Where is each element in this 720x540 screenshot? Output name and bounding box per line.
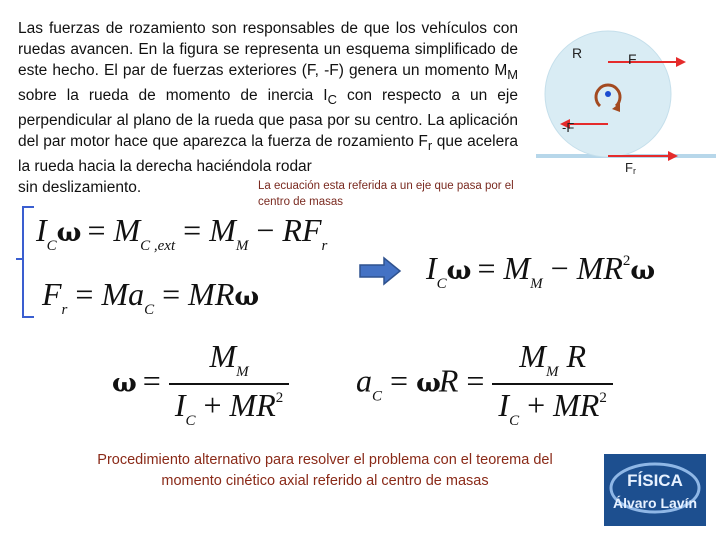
axis-note: La ecuación esta referida a un eje que pasa por el centro de masas	[258, 180, 514, 208]
intro-text-3: con respecto a un eje perpendicular al plano de la rueda que pasa por su centro. La aplicación del par motor hace que aparezca la fuerza de rozamiento F	[18, 87, 518, 151]
intro-text-1: Las fuerzas de rozamiento son responsables de que los vehículos con ruedas avancen. En la figura se representa un esquema simplificado de este hecho. El par de fuerzas exteriores (F, -F) genera un momento M	[18, 20, 518, 79]
eq5-r: R	[438, 362, 459, 399]
wheel-center	[605, 91, 611, 97]
eq1-alpha: 𝛚	[56, 218, 80, 247]
equation-combined	[426, 250, 653, 293]
eq4-num-m: M	[209, 338, 237, 374]
eq5-num-sub: M	[545, 364, 559, 380]
fisica-logo	[600, 452, 710, 528]
eq2-a: a	[128, 276, 145, 312]
eq3-eq: =	[469, 250, 504, 286]
eq5-den-exp: 2	[599, 390, 607, 406]
logo-line1: FÍSICA	[627, 471, 683, 490]
eq4-fraction	[169, 338, 289, 430]
label-fr	[625, 160, 636, 176]
eq4-den-exp: 2	[275, 390, 284, 406]
eq5-fraction	[492, 338, 612, 430]
eq5-eq: =	[382, 362, 417, 399]
friction-force-arrowhead	[668, 151, 678, 161]
eq3-mr: MR	[576, 250, 623, 286]
intro-text-4: que acelera la rueda hacia la derecha haciéndola rodar	[18, 133, 518, 176]
label-minus-f: -F	[562, 120, 575, 135]
footer-caption: Procedimiento alternativo para resolver el problema con el teorema del momento cinético axial referido al centro de masas	[97, 452, 553, 489]
eq2-mr: MR	[188, 276, 235, 312]
eq3-i: I	[426, 250, 437, 286]
intro-sub-m: M	[507, 67, 518, 83]
eq5-den-i: I	[498, 387, 510, 423]
equation-angular-acceleration	[112, 338, 289, 430]
eq1-m2: M	[209, 212, 236, 248]
label-f: F	[628, 51, 637, 67]
eq1-sub1: C ,ext	[140, 238, 176, 254]
eq5-num-r: R	[558, 338, 586, 374]
equation-rotation	[36, 212, 327, 255]
eq1-f: F	[301, 212, 322, 248]
eq1-eq2: =	[175, 212, 210, 248]
eq2-alpha: 𝛚	[234, 282, 258, 311]
eq1-r: R	[282, 212, 302, 248]
eq4-alpha: 𝛚	[112, 368, 135, 398]
eq2-eq2: =	[154, 276, 189, 312]
intro-sub-r: r	[427, 138, 433, 154]
intro-text-2: sobre la rueda de momento de inercia I	[18, 87, 328, 105]
eq3-m: M	[503, 250, 531, 286]
eq1-i: I	[36, 212, 47, 248]
eq4-eq: =	[134, 362, 169, 399]
eq4-num-sub: M	[236, 364, 249, 380]
eq5-a: a	[356, 362, 372, 399]
equation-linear-acceleration	[356, 338, 613, 430]
eq2-subr: r	[61, 302, 68, 318]
eq4-den-c: C	[185, 413, 196, 429]
eq3-alpha2: 𝛚	[630, 256, 654, 285]
intro-paragraph	[18, 18, 518, 198]
eq4-numerator	[169, 338, 289, 383]
eq4-denominator	[169, 383, 289, 430]
logo-line2: Álvaro Lavín	[612, 495, 698, 511]
eq1-m1: M	[113, 212, 141, 248]
intro-text-tail: sin deslizamiento.	[18, 179, 142, 197]
eq5-denominator	[492, 383, 612, 430]
eq4-den-mr: MR	[229, 387, 276, 423]
eq4-den-i: I	[174, 387, 186, 423]
eq2-eq: =	[67, 276, 102, 312]
label-fr-sub: r	[632, 166, 636, 176]
eq5-alpha: 𝛚	[416, 368, 439, 398]
eq5-den-plus: +	[519, 387, 554, 423]
eq3-alpha: 𝛚	[446, 256, 470, 285]
eq2-m: M	[101, 276, 129, 312]
eq1-c: C	[46, 238, 57, 254]
eq3-c: C	[436, 276, 447, 292]
eq3-minus: −	[542, 250, 577, 286]
eq3-subm: M	[530, 276, 543, 292]
label-fr-main: F	[625, 160, 633, 175]
label-r: R	[572, 45, 583, 61]
eq5-den-c: C	[509, 413, 520, 429]
equation-translation	[42, 276, 257, 319]
right-arrow-icon	[358, 256, 402, 286]
eq1-sub2: M	[235, 238, 249, 254]
eq5-den-mr: MR	[553, 387, 600, 423]
eq5-numerator	[492, 338, 612, 383]
eq4-den-plus: +	[195, 387, 230, 423]
equation-system-bracket	[22, 206, 34, 318]
eq1-subr: r	[321, 238, 328, 254]
eq2-f: F	[42, 276, 62, 312]
force-f-arrowhead	[676, 57, 686, 67]
eq1-eq: =	[79, 212, 114, 248]
wheel-diagram	[532, 6, 718, 176]
eq5-subc: C	[372, 388, 383, 405]
eq2-subc: C	[144, 302, 155, 318]
eq3-exp: 2	[622, 253, 631, 269]
eq5-num-m: M	[519, 338, 546, 374]
eq5-eq2: =	[458, 362, 493, 399]
eq1-minus: −	[248, 212, 283, 248]
intro-sub-c: C	[327, 92, 337, 108]
